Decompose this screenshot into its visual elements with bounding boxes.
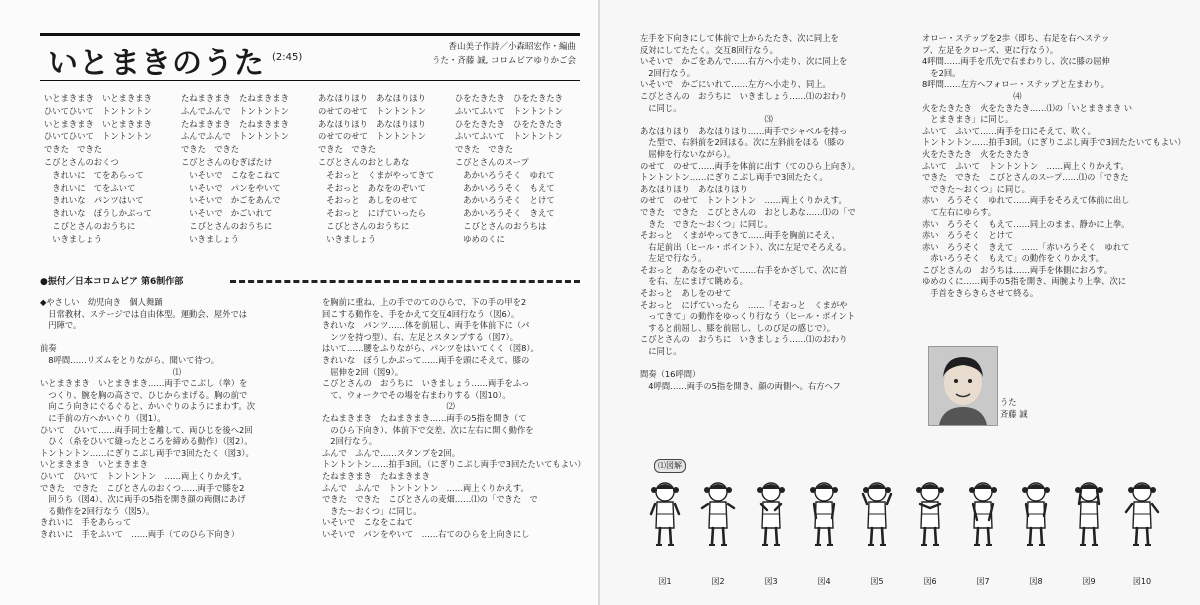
instructions-middle-column (322, 297, 590, 540)
text-line: ⑶ (640, 114, 773, 125)
figure-label: 図6 (923, 577, 937, 586)
text-line: ゆめのくに……両手の5指を開き、両腕より上拳、次に (922, 276, 1127, 287)
credit-line-2: うた・斉藤 誠, コロムビアゆりかご会 (431, 56, 576, 66)
figure-3 (746, 476, 796, 591)
text-line: 2回行なう。 (322, 436, 378, 447)
text-line: 赤いろうそく もえて」の動作をくりかえす。 (922, 253, 1104, 264)
child-pose-drawing (905, 476, 955, 566)
text-line: を胸前に重ね、上の手でのてのひらで、下の手の甲を2 (322, 297, 527, 307)
text-line: トントントン……にぎりこぶし両手で3回たたく。 (640, 172, 828, 183)
text-line: 回うち（図4）、次に両手の5指を開き顔の両側にあげ (40, 494, 246, 505)
text-line: ゆめのくに (455, 233, 505, 244)
text-line: ひをたきたき ひをたきたき (455, 118, 563, 129)
text-line: ひいて ひいて トントントン ……両上くりかえす。 (40, 470, 247, 481)
child-pose-drawing (1064, 476, 1114, 566)
text-line: のせてのせて トントントン (318, 105, 426, 116)
text-line: こびとさんの おうちは……両手を体側におろす。 (922, 264, 1113, 275)
figure-6 (905, 476, 955, 591)
instructions-left-column (40, 297, 312, 540)
child-pose-drawing (693, 476, 743, 566)
song-duration: (2:45) (272, 52, 303, 63)
text-line: に同じ。 (640, 346, 682, 357)
text-line: いそいで かごをあんで (181, 195, 281, 206)
text-line: たねまきまき たねまきまき……両手の5指を開き（て (322, 412, 527, 423)
text-line: できた できた (455, 144, 514, 155)
song-credits (432, 40, 576, 68)
figure-label: 図3 (764, 577, 778, 586)
text-line: こびとさんのおうちは (455, 220, 547, 231)
figure-4 (799, 476, 849, 591)
text-line: プ、左足をクローズ、更に行なう）。 (922, 44, 1059, 55)
text-line: 円陣で。 (40, 320, 82, 331)
text-line: 赤い ろうそく きえて ……「赤いろうそく ゆれて (922, 241, 1130, 252)
text-line: こびとさんのおくつ (44, 156, 119, 167)
lyrics-verse-2 (181, 92, 289, 246)
caption-name: 斉藤 誠 (1000, 409, 1028, 419)
choreography-heading (40, 274, 580, 288)
text-line: きれいな ぼうしかぶって (44, 208, 152, 219)
text-line: いきましょう (44, 233, 103, 244)
text-line: のせてのせて トントントン (318, 131, 426, 142)
text-line: できた できた (318, 144, 377, 155)
title-box (40, 33, 580, 81)
instructions-right-column-2 (922, 33, 1190, 300)
text-line: きれいな ぼうしかぶって……両手を頭にそえて、膝の (322, 354, 530, 365)
text-line: ひをたきたき ひをたきたき (455, 93, 563, 103)
text-line: きた〜おくつ」に同じ。 (322, 505, 422, 516)
text-line: あかいろうそく もえて (455, 182, 555, 193)
text-line: そおっと くまがやってきて……両手を胸前にそえ、 (640, 230, 840, 241)
child-pose-drawing (746, 476, 796, 566)
text-line: ふいて ふいて……両手を口にそえて、吹く。 (922, 125, 1096, 136)
text-line: そおっと あなをのぞいて……右手をかざして、次に首 (640, 264, 848, 275)
text-line: ふんでふんで トントントン (181, 105, 289, 116)
text-line: できた できた (181, 144, 240, 155)
singer-photo (928, 346, 998, 426)
text-line (640, 358, 915, 370)
text-line: あなほりほり あなほりほり (318, 118, 426, 129)
figure-7 (958, 476, 1008, 591)
text-line: ふんで ふんで……スタンプを2回。 (322, 447, 461, 458)
text-line: あかいろうそく きえて (455, 208, 555, 219)
text-line: きれいに 手をふいて ……両手（てのひら下向き） (40, 528, 240, 539)
text-line: あなほりほり あなほりほり……両手でシャベルを持っ (640, 125, 848, 136)
text-line: 間奏（16呼間） (640, 369, 701, 380)
child-pose-drawing (958, 476, 1008, 566)
text-line: 左足で行なう。 (640, 253, 707, 264)
text-line: そおっと あしをのせて (318, 195, 418, 206)
text-line: いとまきまき いとまきまき (44, 118, 152, 129)
text-line: いそいで かごをあんで……右方へ小走り、次に同上を (640, 56, 848, 67)
text-line: 赤い ろうそく とけて (922, 230, 1014, 241)
figure-label: 図2 (711, 577, 725, 586)
instructions-right-column-1 (640, 33, 915, 392)
text-line: 右足前出（ヒール・ポイント）、次に左足でそろえる。 (640, 241, 852, 252)
text-line: たねまきまき たねまきまき (181, 118, 289, 129)
credit-line-1: 香山美子作詩／小森昭宏作・編曲 (448, 42, 576, 52)
text-line: ⑷ (922, 90, 1022, 101)
text-line: すると前屈し、膝を前屈し、しのび足の感じで）。 (640, 322, 835, 333)
text-line: 前奏 (40, 343, 57, 354)
text-line: ひいて ひいて……両手同士を離して、両ひじを後へ2回 (40, 424, 253, 435)
text-line: のせて のせて……両手を体前に出す（てのひら上向き）。 (640, 160, 860, 171)
text-line: トントントン……にぎりこぶし両手で3回たたく（図3）。 (40, 447, 254, 458)
text-line: トントントン……拍手3回。（にぎりこぶし両手で3回たたいてもよい） (922, 137, 1186, 148)
text-line: 火をたきたき 火をたきたき (922, 148, 1030, 159)
text-line: そおっと にげていったら ……「そおっと くまがや (640, 299, 848, 310)
text-line: そおっと あしをのせて (640, 288, 732, 299)
text-line: きれいに てをあらって (44, 169, 144, 180)
text-line: 左手を下向きにして体前で上からたたき、次に同上を (640, 33, 839, 43)
text-line: こびとさんのおうちに (44, 220, 136, 231)
text-line: を2回。 (922, 67, 961, 78)
text-line: こびとさんの おうちに いきましょう……⑴のおわり (640, 90, 848, 101)
text-line: て左右にゆらす。 (922, 206, 997, 217)
text-line: そおっと にげていったら (318, 208, 426, 219)
text-line: ふんでふんで トントントン (181, 131, 289, 142)
text-line: 赤い ろうそく もえて……同上のまま、静かに上拳。 (922, 218, 1130, 229)
text-line: いきましょう (318, 233, 377, 244)
text-line: たねまきまき たねまきまき (181, 93, 289, 103)
text-line: いそいで こなをこねて (322, 517, 414, 528)
text-line: あなほりほり あなほりほり (640, 183, 748, 194)
figure-label: 図9 (1082, 577, 1096, 586)
choreography-title: ●振付／日本コロムビア 第6制作部 (40, 274, 189, 287)
figure-label: 図1 (658, 577, 672, 586)
text-line: こびとさんのおうちに (181, 220, 273, 231)
figure-8 (1011, 476, 1061, 591)
text-line: 火をたきたき 火をたきたき……⑴の「いとまきまき い (922, 102, 1133, 113)
text-line: あかいろうそく とけて (455, 195, 555, 206)
text-line: つくり、腕を胸の高さで、ひじからまげる。胸の前で (40, 389, 248, 400)
text-line: ふんで ふんで トントントン ……両上くりかえす。 (322, 482, 529, 493)
text-line: 向こう向きにぐるぐると、かいぐりのようにまわす。次 (40, 401, 256, 412)
song-title: いとまきのうた (48, 46, 265, 81)
text-line: できた できた (44, 144, 103, 155)
text-line: そおっと あなをのぞいて (318, 182, 426, 193)
text-line: を右、左にまげて眺める。 (640, 276, 748, 287)
text-line: できた〜おくつ」に同じ。 (922, 183, 1030, 194)
figure-10 (1117, 476, 1167, 591)
text-line: ひいてひいて トントントン (44, 105, 152, 116)
text-line: ひく（糸をひいて縫ったところを締める動作）（図2）。 (40, 436, 253, 447)
lyrics-verse-1 (44, 92, 152, 246)
text-line: 8呼間……左方へフォロー・ステップと左まわり。 (922, 79, 1109, 90)
text-line: 4呼間……両手の5指を開き、顔の両側へ。右方へフ (640, 380, 841, 391)
text-line: ⑴ (40, 366, 182, 377)
text-line: こびとさんの おうちに いきましょう……⑴のおわり (640, 334, 848, 345)
figure-label: 図7 (976, 577, 990, 586)
text-line: いとまきまき いとまきまき……両手でこぶし（拳）を (40, 378, 248, 389)
text-line: ◆やさしい 幼児向き 個人舞踊 (40, 297, 163, 307)
photo-caption (1000, 396, 1028, 420)
text-line: こびとさんの おうちに いきましょう……両手をふっ (322, 378, 530, 389)
dashed-rule (230, 280, 580, 283)
text-line: 反対にしてたたく。交互8回行なう。 (640, 44, 778, 55)
figure-badge: ⑴図解 (654, 459, 686, 473)
child-pose-drawing (799, 476, 849, 566)
text-line: いそいで かごいれて (181, 208, 273, 219)
text-line: 日常教材、ステージでは自由体型。運動会、屋外では (40, 308, 248, 319)
figure-strip (640, 476, 1170, 591)
lyrics-verse-3 (318, 92, 434, 246)
text-line: いとまきまき いとまきまき (44, 93, 152, 103)
text-line: いそいで かごにいれて……左方へ小走り、同上。 (640, 79, 831, 90)
text-line: に同じ。 (640, 102, 682, 113)
text-line: オロー・ステップを2歩（即ち、右足を右へステッ (922, 33, 1110, 43)
figure-1 (640, 476, 690, 591)
caption-role: うた (1000, 397, 1017, 407)
text-line: はいて……腰をふりながら、パンツをはいてくく（図8）。 (322, 343, 539, 354)
text-line: いそいで パンをやいて ……右てのひらを上向きにし (322, 528, 530, 539)
text-line: いとまきまき いとまきまき (40, 459, 148, 470)
text-line: きれいな パンツはいて (44, 195, 144, 206)
text-line: に手前の方へかいぐり（図1）。 (40, 412, 166, 423)
text-line: ってきて」の動作をゆっくり行なう（ヒール・ポイント (640, 311, 856, 322)
text-line: できた できた こびとさんの おとしあな……⑴の「で (640, 206, 856, 217)
text-line: こびとさんのスープ (455, 156, 529, 167)
text-line: ふいてふいて トントントン (455, 131, 563, 142)
text-line: たねまきまき たねまきまき (322, 470, 430, 481)
figure-label: 図8 (1029, 577, 1043, 586)
figure-2 (693, 476, 743, 591)
page-fold (598, 0, 600, 605)
text-line: あなほりほり あなほりほり (318, 93, 426, 103)
text-line: 屈伸を行ないながら）。 (640, 148, 736, 159)
text-line: て、ウォークでその場を右まわりする（図10）。 (322, 389, 511, 400)
text-line: こびとさんのおとしあな (318, 156, 410, 167)
lyrics-verse-4 (455, 92, 563, 246)
text-line: いきましょう (181, 233, 240, 244)
text-line: きれいな パンツ……体を前屈し、両手を体前下に（パ (322, 320, 530, 331)
text-line: きれいに てをふいて (44, 182, 136, 193)
text-line: 手首をきらきらさせて終る。 (922, 288, 1039, 299)
child-pose-drawing (1117, 476, 1167, 566)
figure-label: 図10 (1132, 577, 1152, 586)
text-line: る動作を2回行なう（図5）。 (40, 505, 155, 516)
text-line: ⑵ (322, 401, 455, 412)
text-line: できた できた こびとさんのおくつ……両手で膝を2 (40, 482, 245, 493)
text-line: ンツを持つ型）、右、左足とスタンプする（図7）。 (322, 331, 519, 342)
text-line: ふいて ふいて トントントン ……両上くりかえす。 (922, 160, 1129, 171)
text-line: いそいで パンをやいて (181, 182, 281, 193)
text-line: 回こする動作を、手をかえて交互4回行なう（図6）。 (322, 308, 520, 319)
figure-label: 図4 (817, 577, 831, 586)
text-line: ひいてひいて トントントン (44, 131, 152, 142)
text-line: こびとさんのむぎばたけ (181, 156, 273, 167)
text-line: あかいろうそく ゆれて (455, 169, 555, 180)
text-line (40, 332, 312, 344)
child-pose-drawing (1011, 476, 1061, 566)
figure-9 (1064, 476, 1114, 591)
text-line: できた できた こびとさんの麦畑……⑴の「できた で (322, 494, 538, 505)
text-line: きた できた〜おくつ」に同じ。 (640, 218, 773, 229)
text-line: きれいに 手をあらって (40, 517, 132, 528)
text-line: 8呼間……リズムをとりながら、聞いて待つ。 (40, 354, 220, 365)
figure-5 (852, 476, 902, 591)
text-line: のせて のせて トントントン ……両上くりかえす。 (640, 195, 847, 206)
text-line: とまきまき」に同じ。 (922, 114, 1014, 125)
text-line: 屈伸を2回（図9）。 (322, 366, 404, 377)
text-line: た型で、右斜前を2回ほる。次に左斜前をほる（膝の (640, 137, 845, 148)
figure-label: 図5 (870, 577, 884, 586)
text-line: そおっと くまがやってきて (318, 169, 435, 180)
text-line: 赤い ろうそく ゆれて……両手をそろえて体前に出し (922, 195, 1130, 206)
text-line: のひら下向き）、体前下で交差、次に左右に開く動作を (322, 424, 534, 435)
text-line: ふいてふいて トントントン (455, 105, 563, 116)
child-pose-drawing (852, 476, 902, 566)
text-line: いそいで こなをこねて (181, 169, 281, 180)
child-pose-drawing (640, 476, 690, 566)
text-line: できた できた こびとさんのスープ……⑴の「できた (922, 172, 1129, 183)
text-line: トントントン……拍手3回。（にぎりこぶし両手で3回たたいてもよい） (322, 459, 586, 470)
text-line: こびとさんのおうちに (318, 220, 410, 231)
text-line: 2回行なう。 (640, 67, 696, 78)
text-line: 4呼間……両手を爪先で右まわりし、次に膝の屈伸 (922, 56, 1110, 67)
